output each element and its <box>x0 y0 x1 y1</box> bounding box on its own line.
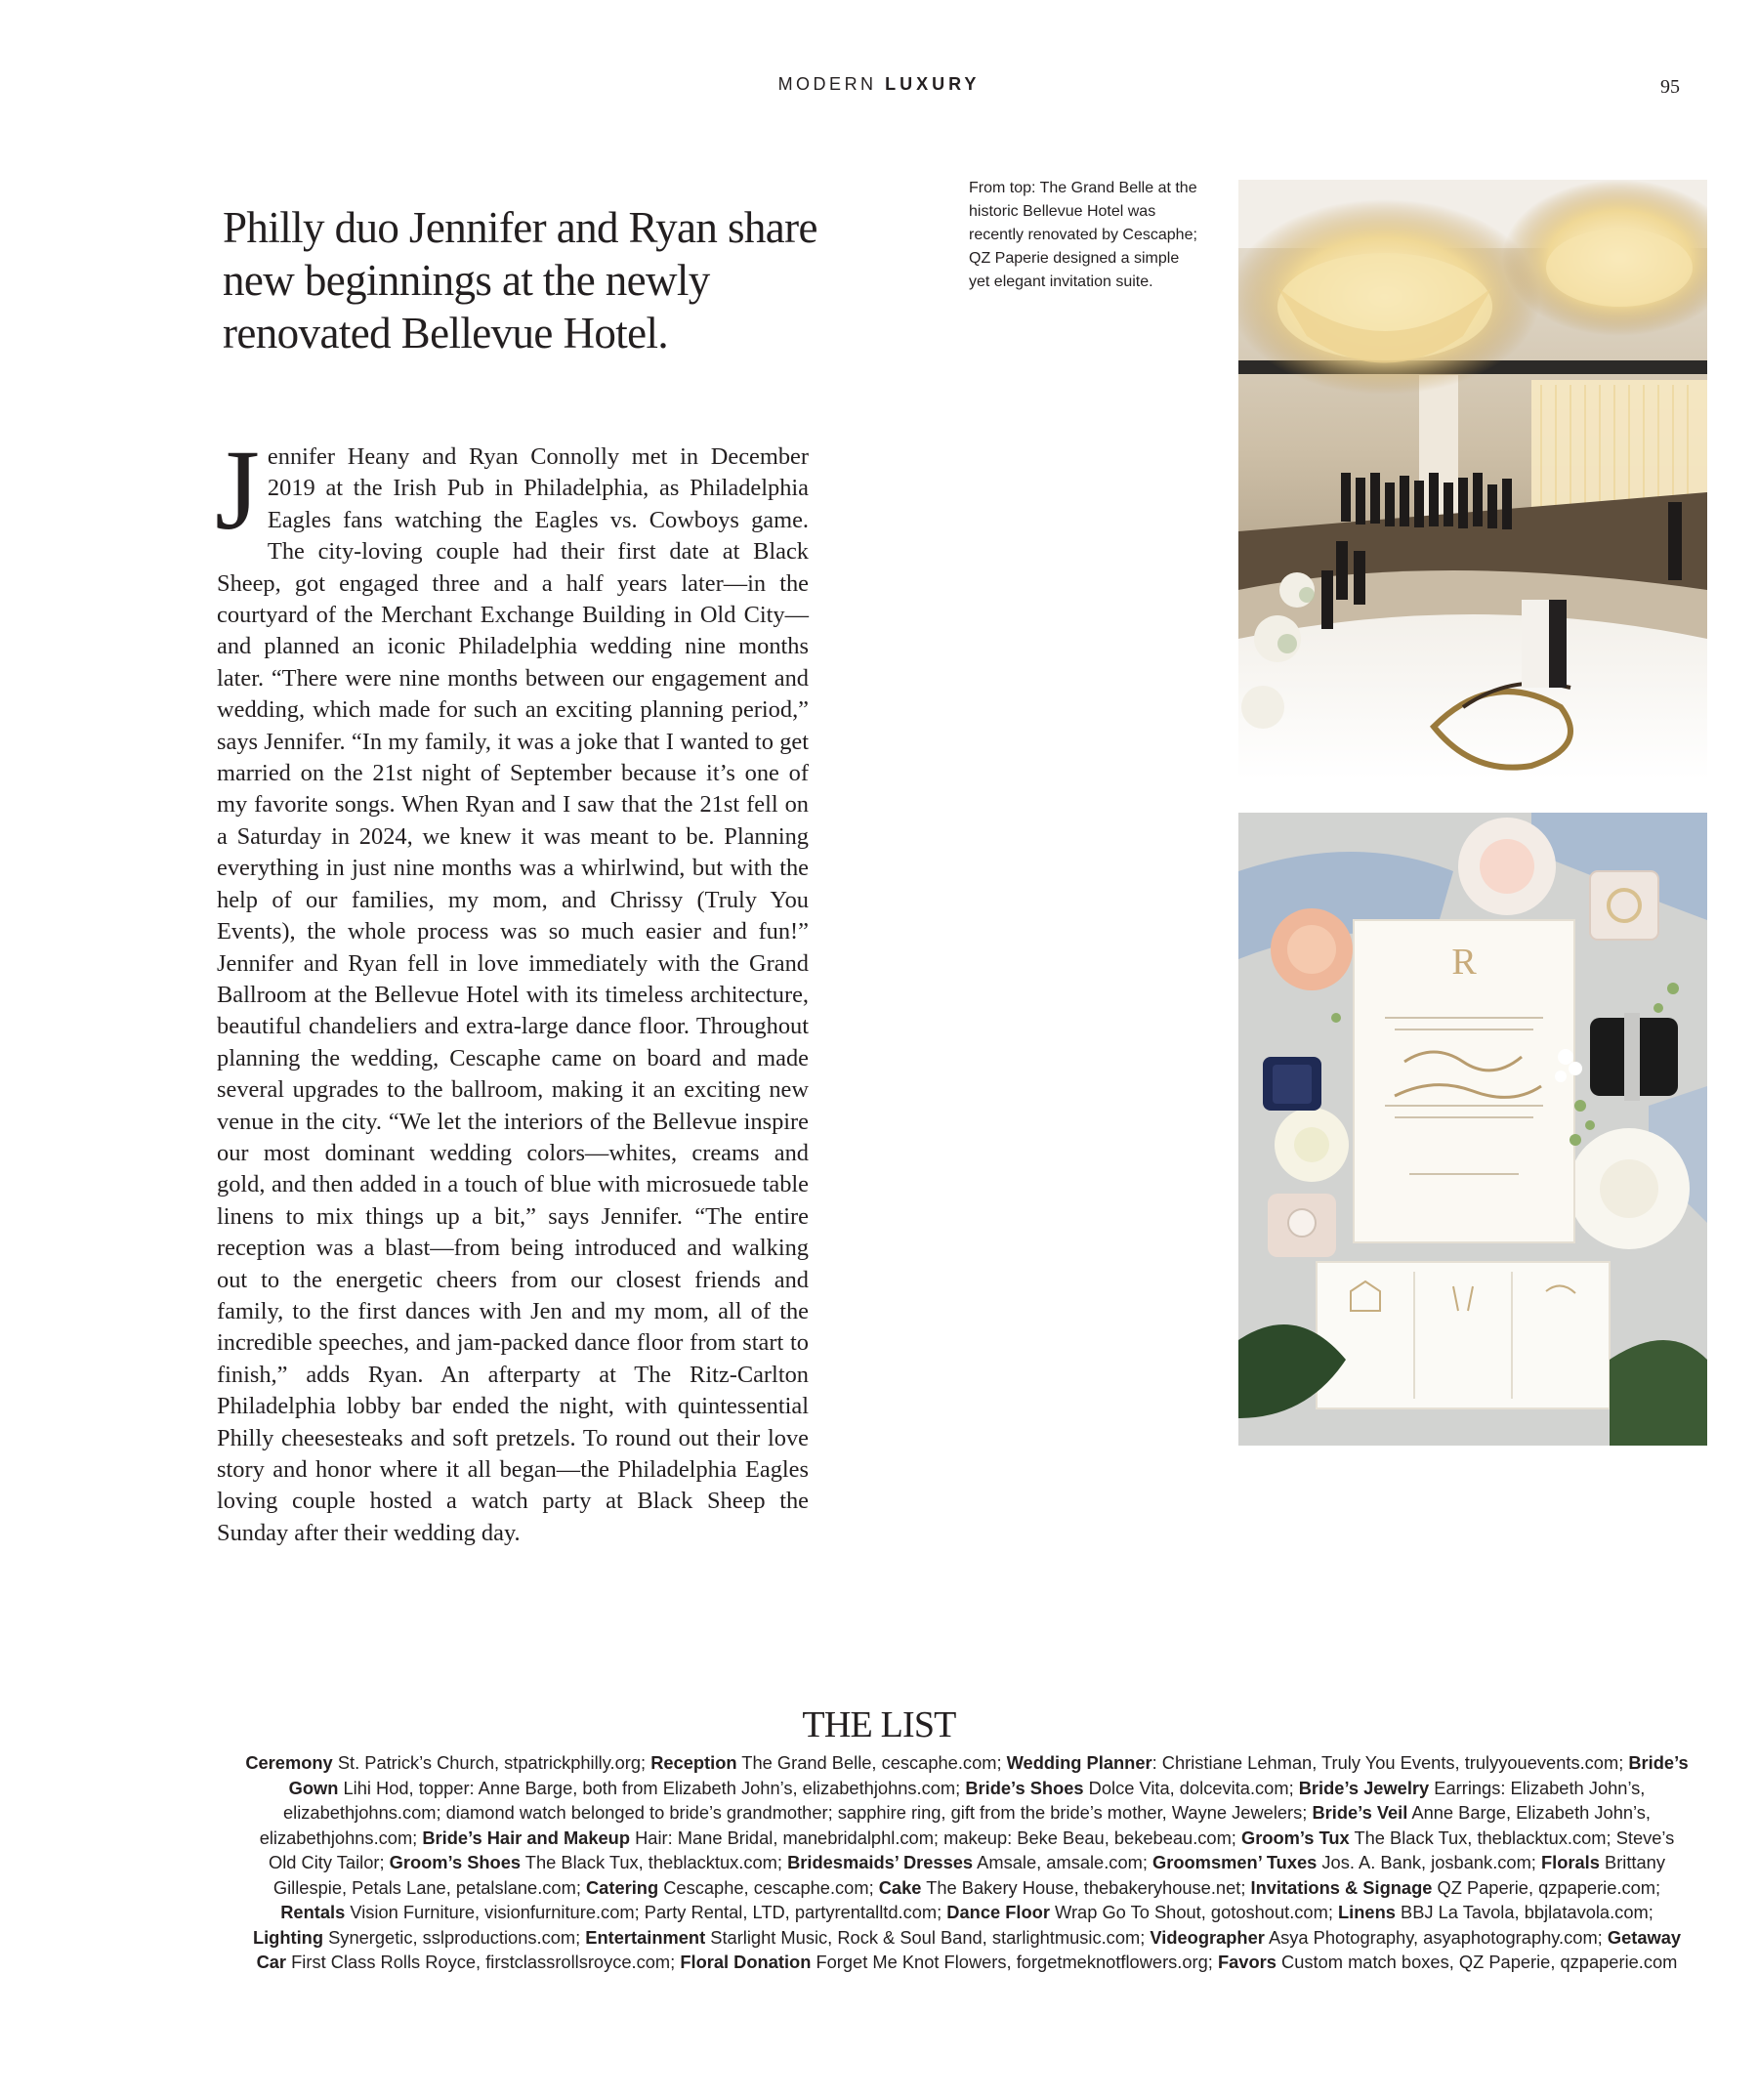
masthead <box>0 74 1758 95</box>
credit-label: Catering <box>585 1876 659 1898</box>
credit-detail: The Grand Belle, cescaphe.com; <box>736 1752 1007 1773</box>
the-list-credits <box>244 1750 1690 1975</box>
invitation-suite-photo <box>1238 813 1707 1446</box>
credit-label: Bridesmaids’ Dresses <box>787 1852 974 1872</box>
credit-label: Cake <box>878 1876 922 1898</box>
svg-text:R: R <box>1451 942 1477 983</box>
credit-detail: Jos. A. Bank, josbank.com; <box>1317 1852 1541 1872</box>
the-list-title: THE LIST <box>802 1704 956 1745</box>
credit-label: Ceremony <box>245 1752 333 1773</box>
credit-detail: St. Patrick’s Church, stpatrickphilly.org; <box>332 1752 651 1773</box>
credit-detail: First Class Rolls Royce, firstclassrollsroyce.com; <box>286 1952 681 1972</box>
credit-label: Rentals <box>280 1902 346 1922</box>
credit-detail: Asya Photography, asyaphotography.com; <box>1264 1926 1608 1948</box>
credit-detail: Wrap Go To Shout, gotoshout.com; <box>1049 1902 1338 1922</box>
credit-detail: Synergetic, sslproductions.com; <box>323 1926 586 1948</box>
credit-detail: The Bakery House, thebakeryhouse.net; <box>921 1876 1251 1898</box>
article-text: ennifer Heany and Ryan Connolly met in December 2019 at the Irish Pub in Philadelphia, as Philadelphia Eagles fans watching the Eagles vs. Cowboys game. The city-loving couple had their first date at Black Sheep, got engaged three and a half years later—in the courtyard of the Merchant Exchange Building in Old City—and planned an iconic Philadelphia wedding nine months later. “There were nine months between our engagement and wedding, which made for such an exciting planning period,” says Jennifer. “In my family, it was a joke that I wanted to get married on the 21st night of September because it’s one of my favorite songs. When Ryan and I saw that the 21st fell on a Saturday in 2024, we knew it was meant to be. Planning everything in just nine months was a whirlwind, but with the help of our families, my mom, and Chrissy (Truly You Events), the whole process was so much easier and fun!” Jennifer and Ryan fell in love immediately with the Grand Ballroom at the Bellevue Hotel with its timeless architecture, beautiful chandeliers and extra-large dance floor. Throughout planning the wedding, Cescaphe came on board and made several upgrades to the ballroom, making it an exciting new venue in the city. “We let the interiors of the Bellevue inspire our most dominant wedding colors—whites, creams and gold, and then added in a touch of blue with microsuede table linens to mix things up a bit,” says Jennifer. “The entire reception was a blast—from being introduced and walking out to the energetic cheers from our closest friends and family, to the first dances with Jen and my mom, all of the incredible speeches, and jam-packed dance floor from start to finish,” adds Ryan. An afterparty at The Ritz-Carlton Philadelphia lobby bar ended the night, with quintessential Philly cheesesteaks and soft pretzels. To round out their love story and honor where it all began—the Philadelphia Eagles loving couple hosted a watch party at Black Sheep the Sunday after their wedding day. <box>217 443 809 1546</box>
credit-label: Groom’s Tux <box>1240 1827 1350 1848</box>
credit-detail: Forget Me Knot Flowers, forgetmeknotflowers.org; <box>811 1952 1218 1972</box>
credit-detail: Anne Barge, Elizabeth John’s, elizabethjohns.com; <box>259 1802 1651 1848</box>
credit-detail: Hair: Mane Bridal, manebridalphl.com; makeup: Beke Beau, bekebeau.com; <box>630 1827 1241 1848</box>
credit-detail: Vision Furniture, visionfurniture.com; Party Rental, LTD, partyrentalltd.com; <box>345 1902 947 1922</box>
credit-label: Bride’s Jewelry <box>1298 1777 1430 1798</box>
credit-label: Floral Donation <box>680 1952 812 1972</box>
credit-label: Favors <box>1217 1952 1277 1972</box>
credit-label: Entertainment <box>585 1926 706 1948</box>
credit-detail: Brittany Gillespie, Petals Lane, petalslane.com; <box>272 1852 1665 1898</box>
credit-detail: : Christiane Lehman, Truly You Events, trulyyouevents.com; <box>1151 1752 1629 1773</box>
headline: Philly duo Jennifer and Ryan share new beginnings at the newly renovated Bellevue Hotel. <box>223 203 817 357</box>
credit-detail: Starlight Music, Rock & Soul Band, starlightmusic.com; <box>705 1926 1151 1948</box>
credit-detail: Dolce Vita, dolcevita.com; <box>1083 1777 1299 1798</box>
credit-label: Invitations & Signage <box>1250 1876 1433 1898</box>
masthead-modern: MODERN <box>777 74 877 94</box>
credit-detail: The Black Tux, theblacktux.com; <box>521 1852 788 1872</box>
credit-detail: QZ Paperie, qzpaperie.com; <box>1432 1876 1661 1898</box>
credit-label: Reception <box>650 1752 737 1773</box>
credit-label: Linens <box>1338 1902 1396 1922</box>
credit-label: Lighting <box>252 1926 324 1948</box>
credit-detail: The Black Tux, theblacktux.com; Steve’s Old City Tailor; <box>269 1827 1675 1872</box>
credit-label: Groomsmen’ Tuxes <box>1152 1852 1318 1872</box>
credit-label: Florals <box>1540 1852 1600 1872</box>
credit-label: Bride’s Gown <box>288 1752 1689 1798</box>
credit-label: Videographer <box>1150 1926 1265 1948</box>
ballroom-photo <box>1238 180 1707 779</box>
masthead-luxury: LUXURY <box>885 74 981 94</box>
page-number: 95 <box>1660 76 1680 98</box>
credit-detail: Earrings: Elizabeth John’s, elizabethjohns.com; diamond watch belonged to bride’s grandmother; sapphire ring, gift from the bride’s mother, Wayne Jewelers; <box>283 1777 1646 1823</box>
ballroom-illustration <box>1238 180 1707 779</box>
credit-detail: Cescaphe, cescaphe.com; <box>658 1876 879 1898</box>
credit-label: Dance Floor <box>946 1902 1050 1922</box>
credit-label: Bride’s Shoes <box>965 1777 1084 1798</box>
credit-detail: Lihi Hod, topper: Anne Barge, both from Elizabeth John’s, elizabethjohns.com; <box>338 1777 966 1798</box>
credit-label: Bride’s Hair and Makeup <box>422 1827 631 1848</box>
credit-detail: BBJ La Tavola, bbjlatavola.com; <box>1395 1902 1653 1922</box>
credit-label: Getaway Car <box>256 1926 1682 1972</box>
drop-cap: J <box>215 426 260 554</box>
credit-detail: Custom match boxes, QZ Paperie, qzpaperie.com <box>1276 1952 1678 1972</box>
credit-detail: Amsale, amsale.com; <box>973 1852 1153 1872</box>
article-body <box>215 426 809 1549</box>
invitation-illustration <box>1238 813 1707 1446</box>
credit-label: Groom’s Shoes <box>389 1852 522 1872</box>
photo-caption: From top: The Grand Belle at the historic Bellevue Hotel was recently renovated by Cescaphe; QZ Paperie designed a simple yet elegant invitation suite. <box>969 180 1197 290</box>
credit-label: Wedding Planner <box>1006 1752 1152 1773</box>
credit-label: Bride’s Veil <box>1312 1802 1408 1823</box>
